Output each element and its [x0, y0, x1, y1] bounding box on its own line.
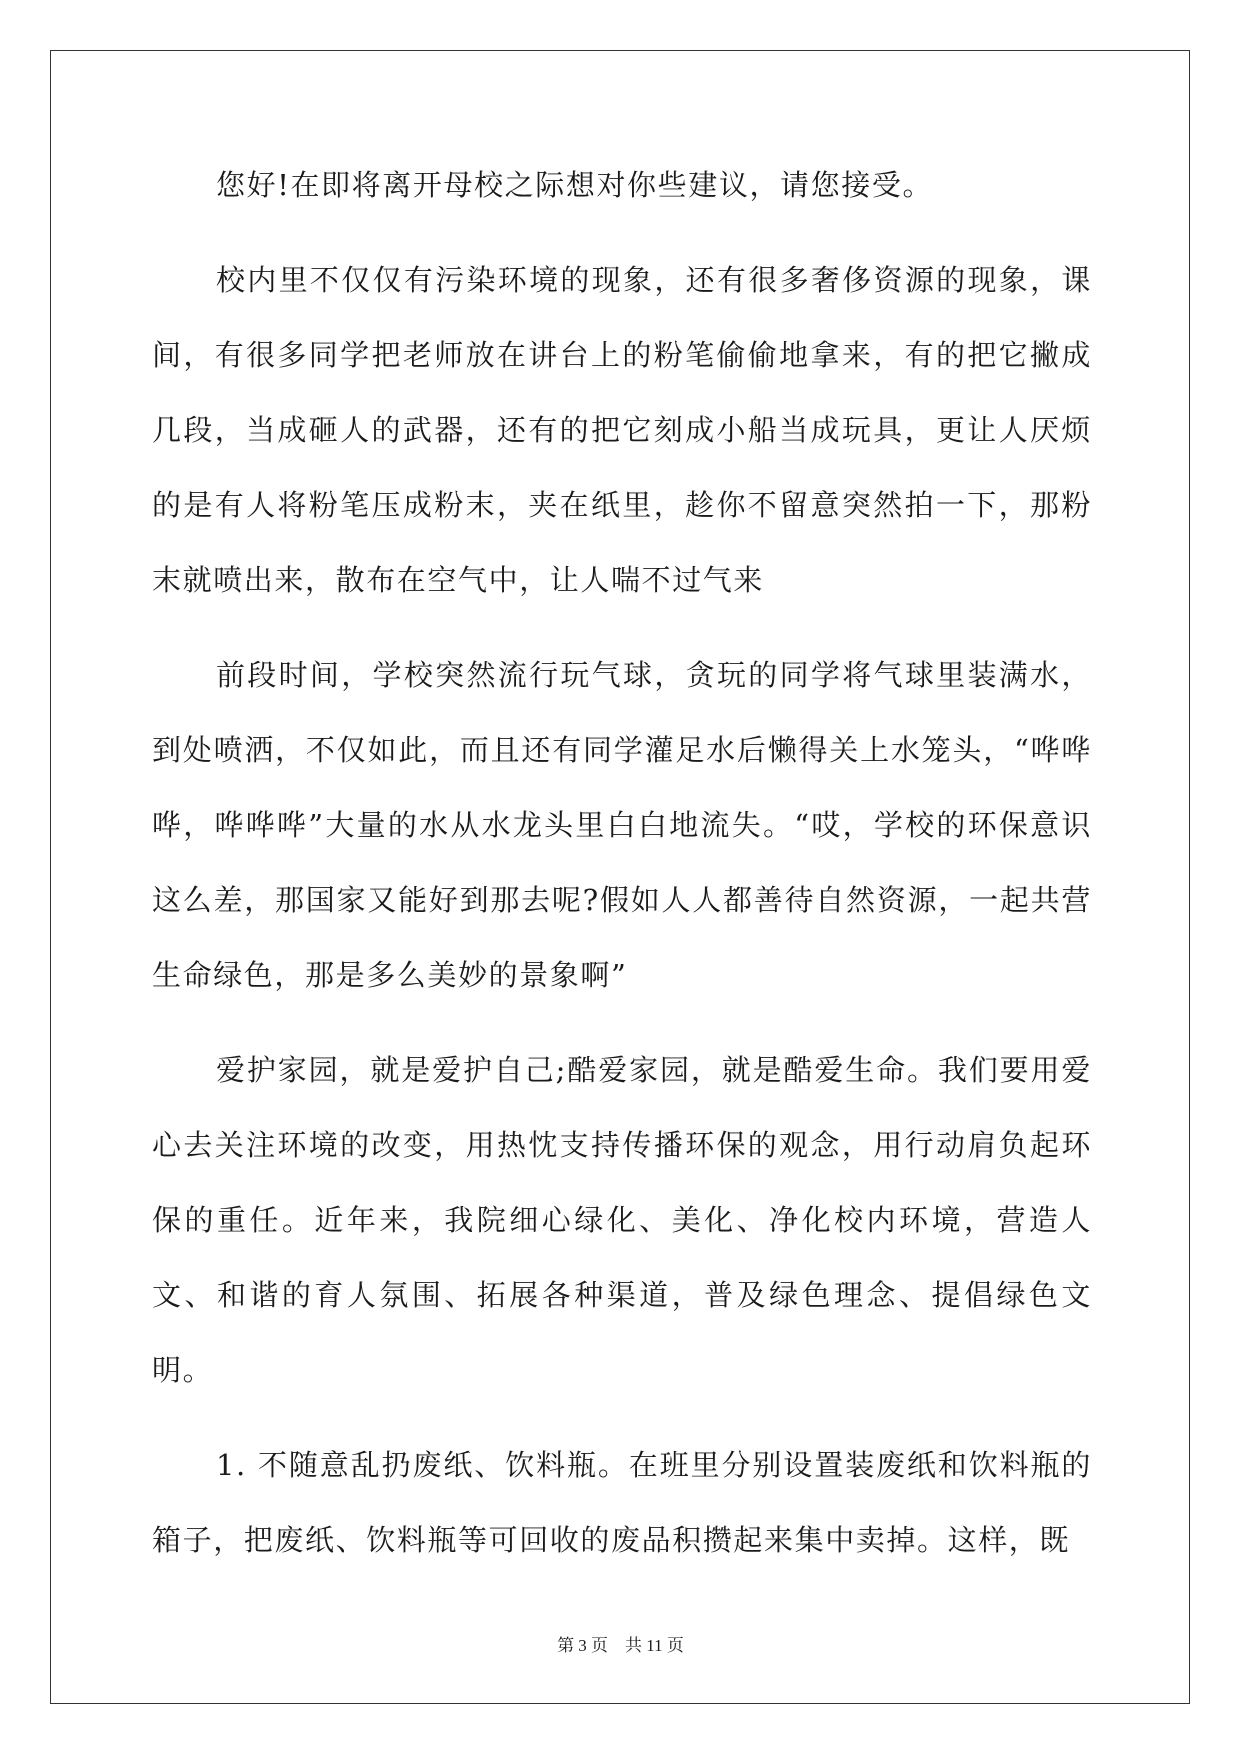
paragraph-chalk-waste: 校内里不仅仅有污染环境的现象，还有很多奢侈资源的现象，课间，有很多同学把老师放在讲台上的粉笔偷偷地拿来，有的把它撇成几段，当成砸人的武器，还有的把它刻成小船当成玩具，更让人厌烦的是有人将粉笔压成粉末，夹在纸里，趁你不留意突然拍一下，那粉末就喷出来，散布在空气中，让人喘不过气来 — [152, 263, 1092, 597]
paragraph-greeting: 您好!在即将离开母校之际想对你些建议，请您接受。 — [216, 168, 934, 202]
document-body — [152, 148, 1092, 1598]
paragraph-water-waste: 前段时间，学校突然流行玩气球，贪玩的同学将气球里装满水，到处喷洒，不仅如此，而且还有同学灌足水后懒得关上水笼头，“哗哗哗，哗哗哗”大量的水从水龙头里白白地流失。“哎，学校的环保意识这么差，那国家又能好到那去呢?假如人人都善待自然资源，一起共营生命绿色，那是多么美妙的景象啊” — [152, 658, 1092, 992]
paragraph-suggestion-1: 1. 不随意乱扔废纸、饮料瓶。在班里分别设置装废纸和饮料瓶的箱子，把废纸、饮料瓶等可回收的废品积攒起来集中卖掉。这样，既 — [152, 1448, 1092, 1557]
page-number-label: 第 3 页 共 11 页 — [557, 1636, 684, 1655]
paragraph-protect-home: 爱护家园，就是爱护自己;酷爱家园，就是酷爱生命。我们要用爱心去关注环境的改变，用热忱支持传播环保的观念，用行动肩负起环保的重任。近年来，我院细心绿化、美化、净化校内环境，营造人文、和谐的育人氛围、拓展各种渠道，普及绿色理念、提倡绿色文明。 — [152, 1053, 1092, 1387]
page-footer — [0, 1631, 1241, 1656]
